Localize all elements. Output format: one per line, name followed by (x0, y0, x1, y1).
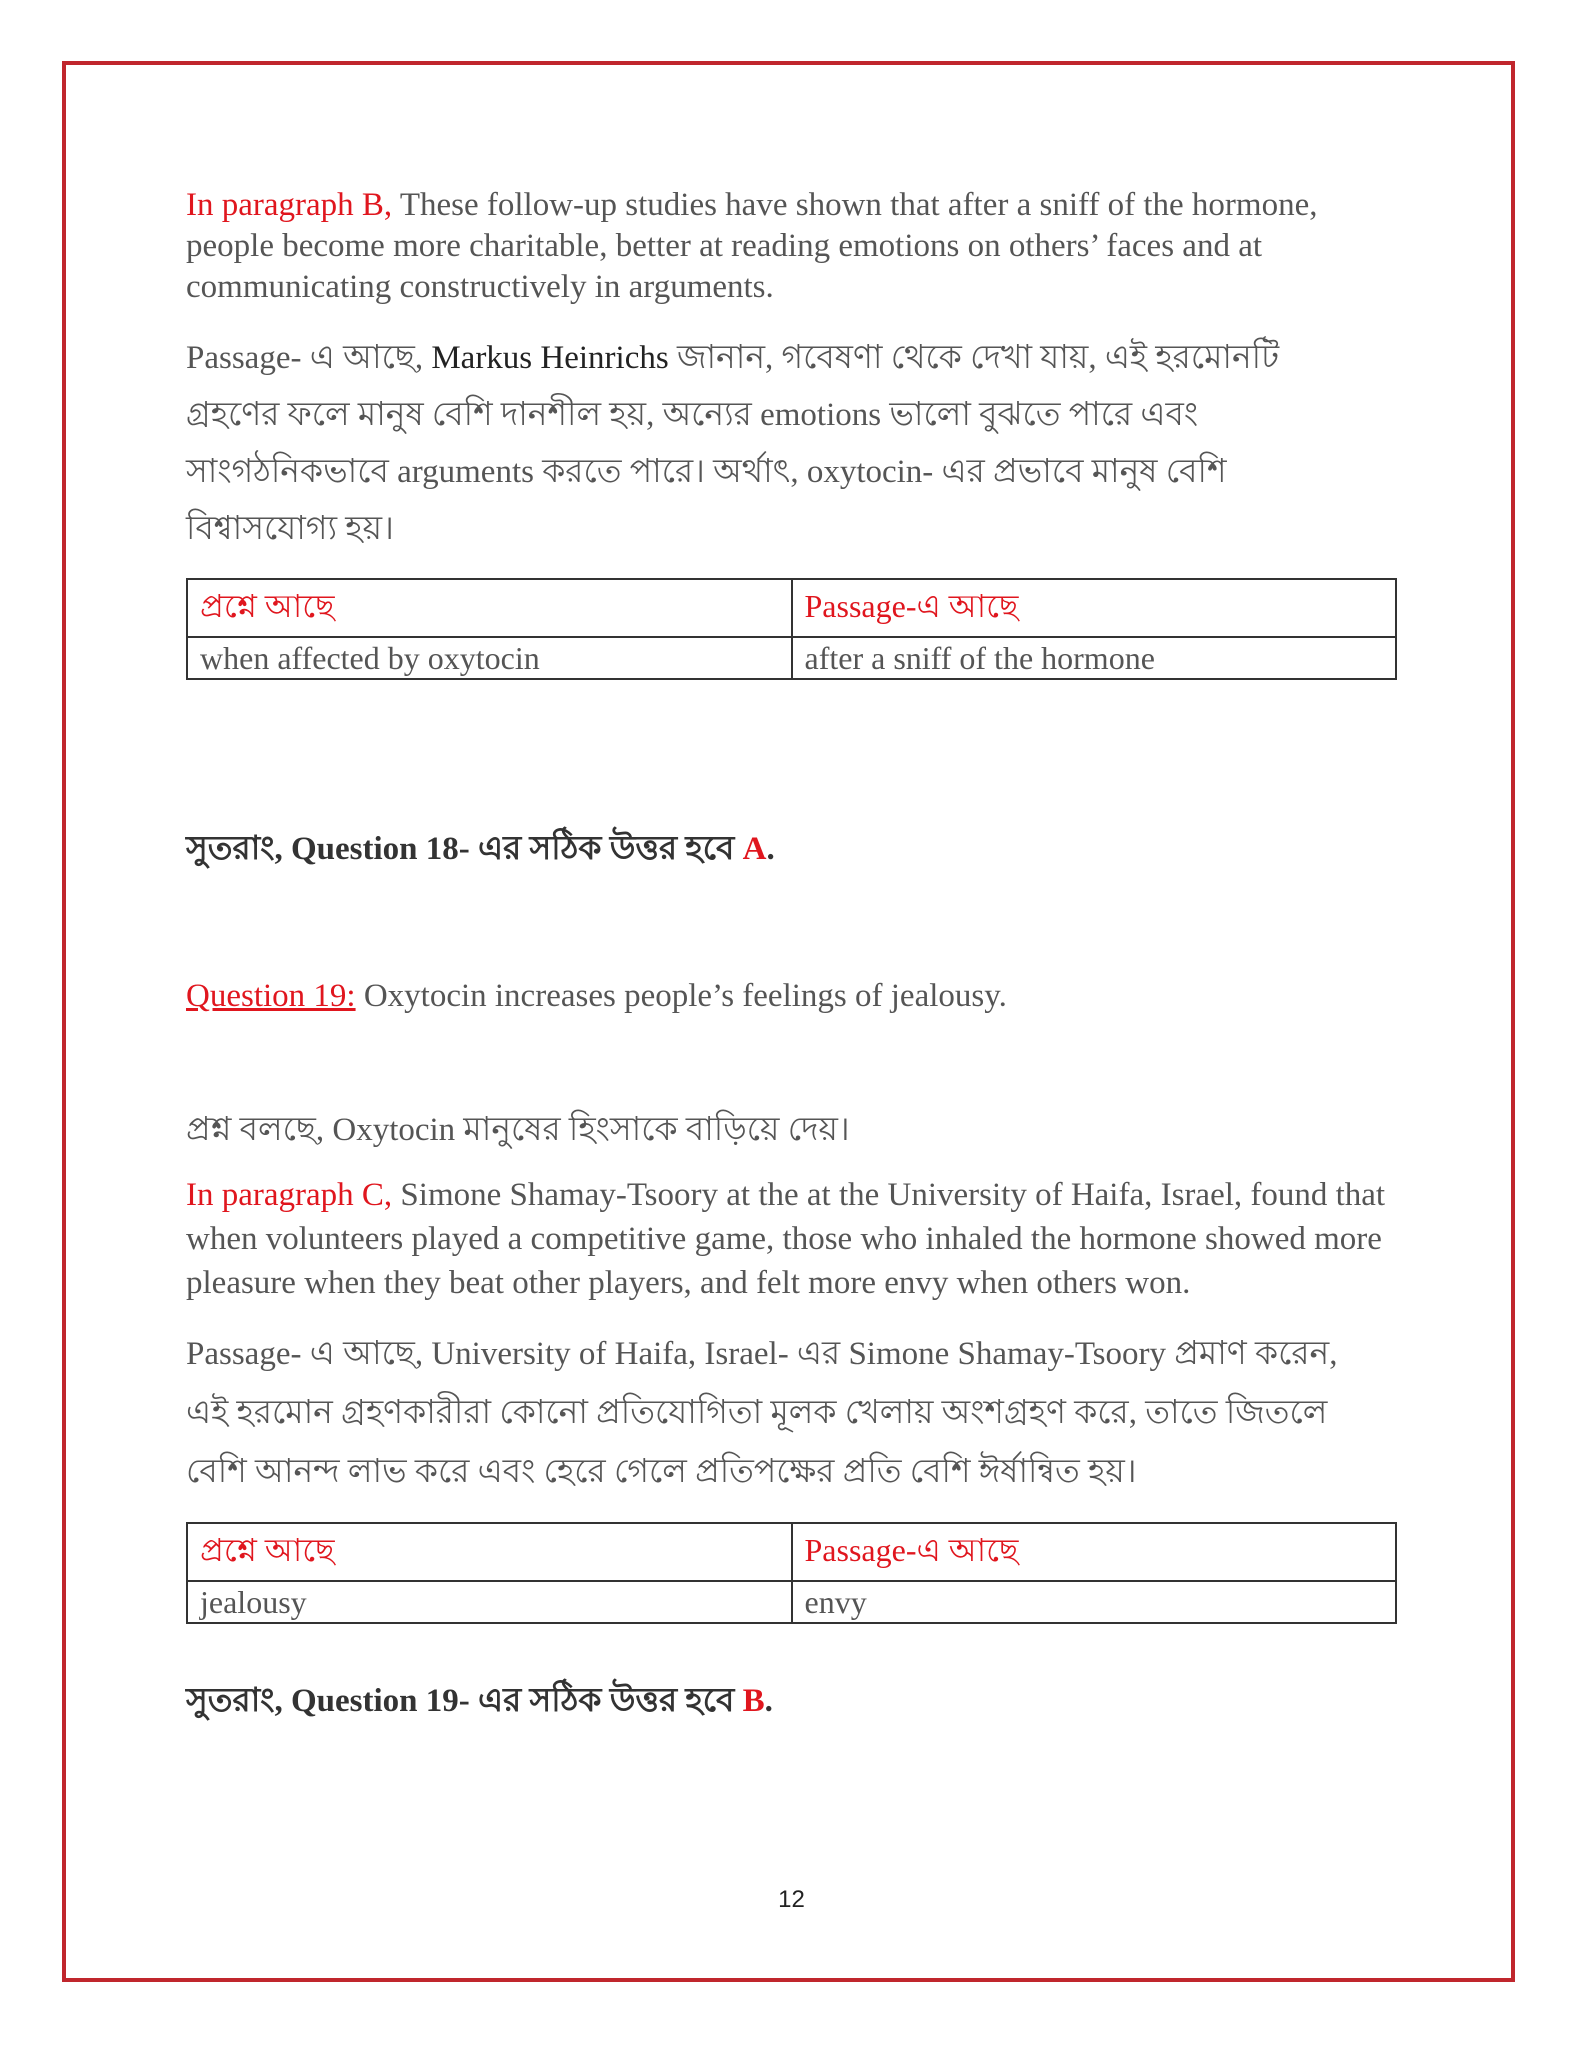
table-row (187, 637, 1396, 679)
header-question-cell: প্রশ্নে আছে (187, 1523, 792, 1581)
explanation-b-start: Passage- এ আছে, (186, 340, 432, 376)
paragraph-c-quote (186, 1173, 1396, 1305)
researcher-name: Markus Heinrichs (431, 340, 669, 376)
page-content (186, 185, 1396, 1730)
question-value-cell: jealousy (187, 1581, 792, 1623)
comparison-table-b (186, 578, 1397, 680)
paragraph-c-text: Simone Shamay-Tsoory at the at the University of Haifa, Israel, found that when volunteers played a competitive game, those who inhaled the hormone showed more pleasure when they beat other players, and felt more envy when others won. (186, 1177, 1386, 1301)
header-question-cell: প্রশ্নে আছে (187, 579, 792, 637)
conclusion-18-text: সুতরাং, Question 18- এর সঠিক উত্তর হবে (186, 831, 743, 867)
question-19-text: Oxytocin increases people’s feelings of jealousy. (355, 978, 1007, 1014)
explanation-b-rest: জানান, গবেষণা থেকে দেখা যায়, এই হরমোনটি গ্রহণের ফলে মানুষ বেশি দানশীল হয়, অন্যের emotions ভালো বুঝতে পারে এবং সাংগঠনিকভাবে arguments করতে পারে। অর্থাৎ, oxytocin- এর প্রভাবে মানুষ বেশি বিশ্বাসযোগ্য হয়। (186, 340, 1280, 547)
conclusion-18-answer: A (742, 831, 767, 867)
paragraph-c-explanation: Passage- এ আছে, University of Haifa, Israel- এর Simone Shamay-Tsoory প্রমাণ করেন, এই হরমোন গ্রহণকারীরা কোনো প্রতিযোগিতা মূলক খেলায় অংশগ্রহণ করে, তাতে জিতলে বেশি আনন্দ লাভ করে এবং হেরে গেলে প্রতিপক্ষের প্রতি বেশি ঈর্ষান্বিত হয়। (186, 1336, 1338, 1490)
table-row (187, 1581, 1396, 1623)
conclusion-19-period: . (764, 1683, 773, 1719)
conclusion-19-answer: B (742, 1683, 765, 1719)
paragraph-b-text: These follow-up studies have shown that after a sniff of the hormone, people become more charitable, better at reading emotions on others’ faces and at communicating constructively in arguments. (186, 187, 1318, 305)
passage-value-cell: after a sniff of the hormone (792, 637, 1397, 679)
conclusion-18-period: . (766, 831, 775, 867)
header-passage-cell: Passage-এ আছে (792, 1523, 1397, 1581)
paragraph-b-explanation (186, 330, 1346, 558)
paragraph-b-lead: In paragraph B, (186, 187, 393, 223)
conclusion-18 (186, 822, 1396, 878)
table-header-row (187, 579, 1396, 637)
question-19 (186, 976, 1396, 1017)
comparison-table-c (186, 1522, 1397, 1624)
conclusion-19-text: সুতরাং, Question 19- এর সঠিক উত্তর হবে (186, 1683, 743, 1719)
passage-value-cell: envy (792, 1581, 1397, 1623)
paragraph-b-quote (186, 185, 1396, 308)
question-value-cell: when affected by oxytocin (187, 637, 792, 679)
table-header-row (187, 1523, 1396, 1581)
page-number: 12 (778, 1886, 805, 1913)
paragraph-c-lead: In paragraph C, (186, 1177, 393, 1213)
header-passage-cell: Passage-এ আছে (792, 579, 1397, 637)
question-19-label: Question 19: (186, 978, 356, 1014)
conclusion-19 (186, 1674, 1396, 1730)
question-19-translation: প্রশ্ন বলছে, Oxytocin মানুষের হিংসাকে বাড়িয়ে দেয়। (186, 1112, 850, 1148)
